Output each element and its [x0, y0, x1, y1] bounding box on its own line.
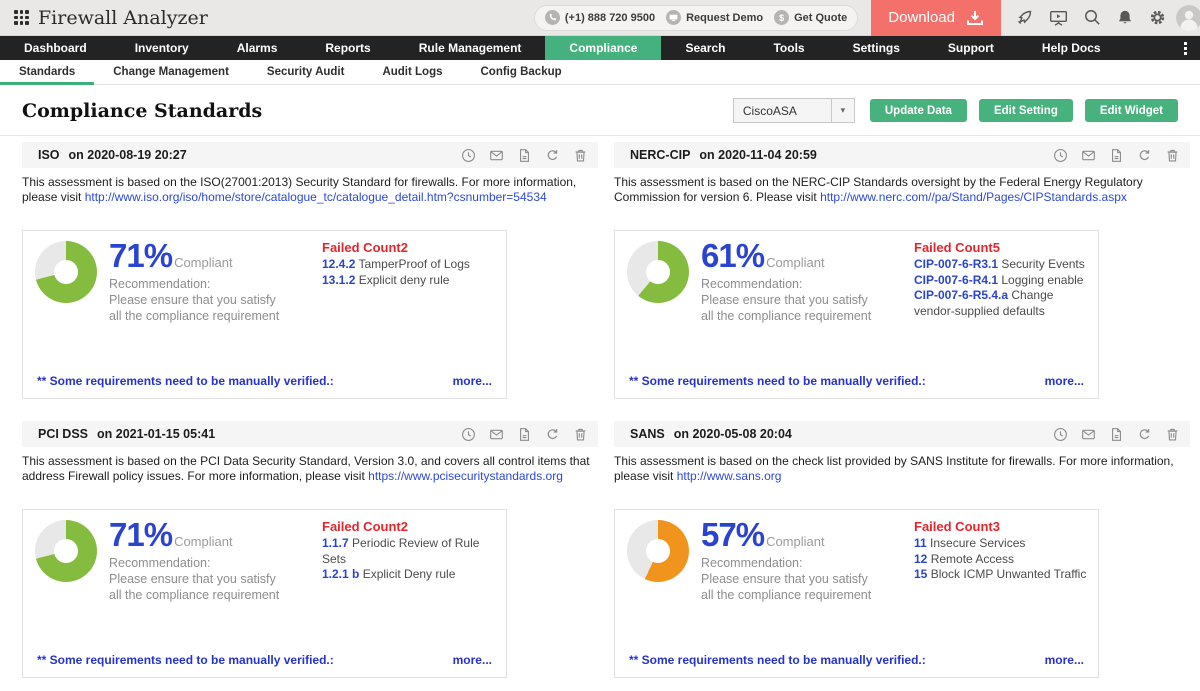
nav-item-settings[interactable]: Settings	[852, 41, 900, 55]
subnav-item-standards[interactable]: Standards	[0, 60, 94, 84]
failed-item: CIP-007-6-R3.1 Security Events	[914, 257, 1085, 271]
recommendation-text: Please ensure that you satisfy all the compliance requirement	[109, 293, 280, 323]
recommendation-text: Please ensure that you satisfy all the compliance requirement	[701, 572, 872, 602]
standard-link[interactable]: https://www.pcisecuritystandards.org	[368, 469, 563, 483]
rocket-icon[interactable]	[1015, 9, 1033, 27]
compliance-summary-box	[614, 230, 1099, 399]
card-description	[614, 454, 1190, 502]
recommendation-title: Recommendation:	[701, 556, 803, 570]
pdf-icon[interactable]	[517, 427, 532, 442]
box-footer	[37, 374, 492, 388]
card-header	[614, 142, 1190, 168]
standard-link[interactable]: http://www.sans.org	[676, 469, 782, 483]
clock-icon[interactable]	[461, 148, 476, 163]
nav-item-support[interactable]: Support	[947, 41, 994, 55]
refresh-icon[interactable]	[545, 427, 560, 442]
compliance-summary-box	[22, 230, 507, 399]
failed-count-title: Failed Count2	[322, 240, 408, 255]
compliance-donut	[35, 520, 97, 582]
demo-icon	[666, 10, 681, 25]
manual-verify-note: ** Some requirements need to be manually verified.:	[37, 374, 334, 388]
recommendation-title: Recommendation:	[109, 277, 211, 291]
phone-icon	[545, 10, 560, 25]
card-description	[614, 175, 1190, 223]
compliance-summary-box	[22, 509, 507, 678]
percent-value: 57%	[701, 516, 765, 553]
page-controls	[733, 98, 1178, 123]
presentation-icon[interactable]	[1049, 9, 1068, 26]
request-demo-label: Request Demo	[686, 11, 764, 24]
pdf-icon[interactable]	[1109, 148, 1124, 163]
subnav-items	[0, 60, 1200, 85]
nav-item-dashboard[interactable]: Dashboard	[24, 41, 87, 55]
recommendation-text: Please ensure that you satisfy all the compliance requirement	[701, 293, 872, 323]
failed-section	[322, 519, 498, 583]
compliance-stats	[109, 237, 299, 324]
card-timestamp: on 2020-05-08 20:04	[673, 427, 792, 441]
compliance-stats	[109, 516, 299, 603]
compliant-label: Compliant	[174, 534, 233, 549]
email-icon[interactable]	[489, 427, 504, 442]
contact-pill	[534, 5, 858, 31]
compliance-card-iso	[22, 142, 598, 399]
percent-value: 71%	[109, 516, 173, 553]
compliant-label: Compliant	[174, 255, 233, 270]
card-actions	[461, 427, 588, 442]
compliant-label: Compliant	[766, 534, 825, 549]
download-label: Download	[888, 9, 955, 26]
description-text: This assessment is based on the check list provided by SANS Institute for firewalls. For more information, please visit	[614, 454, 1174, 483]
compliance-summary-box	[614, 509, 1099, 678]
compliance-donut	[35, 241, 97, 303]
manual-verify-note: ** Some requirements need to be manually verified.:	[37, 653, 334, 667]
gear-icon[interactable]	[1149, 9, 1166, 26]
subnav-item-security-audit[interactable]: Security Audit	[266, 66, 345, 78]
phone-number: (+1) 888 720 9500	[564, 11, 656, 24]
page-title: Compliance Standards	[22, 99, 263, 122]
failed-section	[322, 240, 498, 288]
clock-icon[interactable]	[1053, 427, 1068, 442]
box-footer	[37, 653, 492, 667]
download-icon	[966, 10, 984, 26]
percent-value: 61%	[701, 237, 765, 274]
cards-grid	[0, 136, 1200, 678]
device-select-value: CiscoASA	[742, 103, 797, 118]
failed-item: 15 Block ICMP Unwanted Traffic	[914, 567, 1087, 581]
delete-icon[interactable]	[1165, 148, 1180, 163]
failed-section	[914, 240, 1090, 319]
email-icon[interactable]	[1081, 427, 1096, 442]
quote-icon: $	[774, 10, 789, 25]
avatar[interactable]	[1176, 5, 1200, 31]
top-header	[0, 0, 1200, 36]
email-icon[interactable]	[489, 148, 504, 163]
refresh-icon[interactable]	[1137, 427, 1152, 442]
apps-grid-icon[interactable]	[14, 10, 29, 25]
pdf-icon[interactable]	[517, 148, 532, 163]
kebab-menu-icon[interactable]	[1171, 36, 1200, 60]
description-text: This assessment is based on the NERC-CIP Standards oversight by the Federal Energy Regulatory Commission for version 6. Please visit	[614, 175, 1143, 204]
app-title: Firewall Analyzer	[38, 6, 208, 29]
nav-item-tools[interactable]: Tools	[773, 41, 805, 55]
standard-link[interactable]: http://www.nerc.com//pa/Stand/Pages/CIPStandards.aspx	[820, 190, 1127, 204]
delete-icon[interactable]	[1165, 427, 1180, 442]
failed-item: CIP-007-6-R5.4.a Change vendor-supplied defaults	[914, 288, 1054, 318]
chevron-down-icon: ▾	[831, 99, 854, 122]
compliance-stats	[701, 516, 891, 603]
nav-item-inventory[interactable]: Inventory	[134, 41, 189, 55]
card-header	[22, 142, 598, 168]
failed-item: 1.1.7 Periodic Review of Rule Sets	[322, 536, 480, 566]
card-title: PCI DSS	[38, 427, 89, 441]
nav-item-compliance[interactable]: Compliance	[545, 36, 661, 60]
recommendation-title: Recommendation:	[701, 277, 803, 291]
failed-count-title: Failed Count2	[322, 519, 408, 534]
failed-items-list	[322, 257, 498, 288]
compliance-stats	[701, 237, 891, 324]
card-actions	[1053, 148, 1180, 163]
more-link[interactable]: more...	[452, 374, 492, 388]
box-footer	[629, 653, 1084, 667]
title-bar	[0, 85, 1200, 136]
failed-count-title: Failed Count3	[914, 519, 1000, 534]
nav-item-reports[interactable]: Reports	[325, 41, 371, 55]
subnav-item-change-management[interactable]: Change Management	[113, 66, 229, 78]
subnav-item-config-backup[interactable]: Config Backup	[480, 66, 562, 78]
main-nav	[0, 36, 1200, 60]
failed-section	[914, 519, 1090, 583]
device-select[interactable]	[733, 98, 855, 123]
clock-icon[interactable]	[461, 427, 476, 442]
card-header	[22, 421, 598, 447]
compliance-donut	[627, 241, 689, 303]
brand	[0, 7, 208, 29]
failed-item: 13.1.2 Explicit deny rule	[322, 272, 450, 287]
nav-item-help-docs[interactable]: Help Docs	[1041, 41, 1101, 55]
get-quote-link[interactable]	[774, 10, 847, 25]
delete-icon[interactable]	[573, 148, 588, 163]
bell-icon[interactable]	[1117, 9, 1133, 26]
failed-count-title: Failed Count5	[914, 240, 1000, 255]
refresh-icon[interactable]	[545, 148, 560, 163]
box-footer	[629, 374, 1084, 388]
search-icon[interactable]	[1084, 9, 1101, 26]
card-timestamp: on 2020-08-19 20:27	[68, 148, 187, 162]
more-link[interactable]: more...	[452, 653, 492, 667]
description-text: This assessment is based on the PCI Data Security Standard, Version 3.0, and covers all control items that address Firewall policy issues. For more information, please visit	[22, 454, 590, 483]
manual-verify-note: ** Some requirements need to be manually verified.:	[629, 374, 926, 388]
phone-link[interactable]	[545, 10, 655, 25]
failed-items-list	[322, 536, 498, 583]
edit-widget-button[interactable]: Edit Widget	[1085, 99, 1178, 122]
card-timestamp: on 2021-01-15 05:41	[97, 427, 216, 441]
compliance-card-nerc-cip	[614, 142, 1190, 399]
failed-item: 12 Remote Access	[914, 551, 1015, 566]
nav-item-search[interactable]: Search	[685, 41, 726, 55]
failed-item: 1.2.1 b Explicit Deny rule	[322, 567, 456, 581]
main-nav-items	[0, 36, 1125, 60]
card-title: ISO	[38, 148, 60, 162]
description-text: This assessment is based on the ISO(27001:2013) Security Standard for firewalls. For more information, please visit	[22, 175, 577, 204]
compliance-card-sans	[614, 421, 1190, 678]
percent-value: 71%	[109, 237, 173, 274]
standard-link[interactable]: http://www.iso.org/iso/home/store/catalogue_tc/catalogue_detail.htm?csnumber=54534	[84, 190, 547, 204]
card-actions	[461, 148, 588, 163]
failed-item: 11 Insecure Services	[914, 536, 1026, 550]
failed-items-list	[914, 536, 1090, 583]
card-timestamp: on 2020-11-04 20:59	[699, 148, 817, 162]
more-link[interactable]: more...	[1044, 653, 1084, 667]
get-quote-label: Get Quote	[794, 11, 848, 24]
page-action-buttons	[870, 99, 1178, 122]
card-description	[22, 454, 598, 502]
delete-icon[interactable]	[573, 427, 588, 442]
compliance-donut	[627, 520, 689, 582]
recommendation-text: Please ensure that you satisfy all the compliance requirement	[109, 572, 280, 602]
failed-items-list	[914, 257, 1090, 319]
more-link[interactable]: more...	[1044, 374, 1084, 388]
card-actions	[1053, 427, 1180, 442]
card-description	[22, 175, 598, 223]
compliant-label: Compliant	[766, 255, 825, 270]
download-button[interactable]	[871, 0, 1001, 36]
topbar-right	[534, 0, 1200, 35]
failed-item: 12.4.2 TamperProof of Logs	[322, 257, 470, 271]
edit-setting-button[interactable]: Edit Setting	[979, 99, 1073, 122]
card-title: NERC-CIP	[630, 148, 691, 162]
manual-verify-note: ** Some requirements need to be manually verified.:	[629, 653, 926, 667]
refresh-icon[interactable]	[1137, 148, 1152, 163]
failed-item: CIP-007-6-R4.1 Logging enable	[914, 272, 1084, 287]
clock-icon[interactable]	[1053, 148, 1068, 163]
subnav-item-audit-logs[interactable]: Audit Logs	[382, 66, 443, 78]
nav-item-alarms[interactable]: Alarms	[236, 41, 278, 55]
nav-item-rule-management[interactable]: Rule Management	[418, 41, 522, 55]
email-icon[interactable]	[1081, 148, 1096, 163]
card-title: SANS	[630, 427, 665, 441]
pdf-icon[interactable]	[1109, 427, 1124, 442]
update-data-button[interactable]: Update Data	[870, 99, 967, 122]
card-header	[614, 421, 1190, 447]
recommendation-title: Recommendation:	[109, 556, 211, 570]
request-demo-link[interactable]	[666, 10, 763, 25]
compliance-card-pci-dss	[22, 421, 598, 678]
header-icon-strip	[1001, 9, 1176, 27]
